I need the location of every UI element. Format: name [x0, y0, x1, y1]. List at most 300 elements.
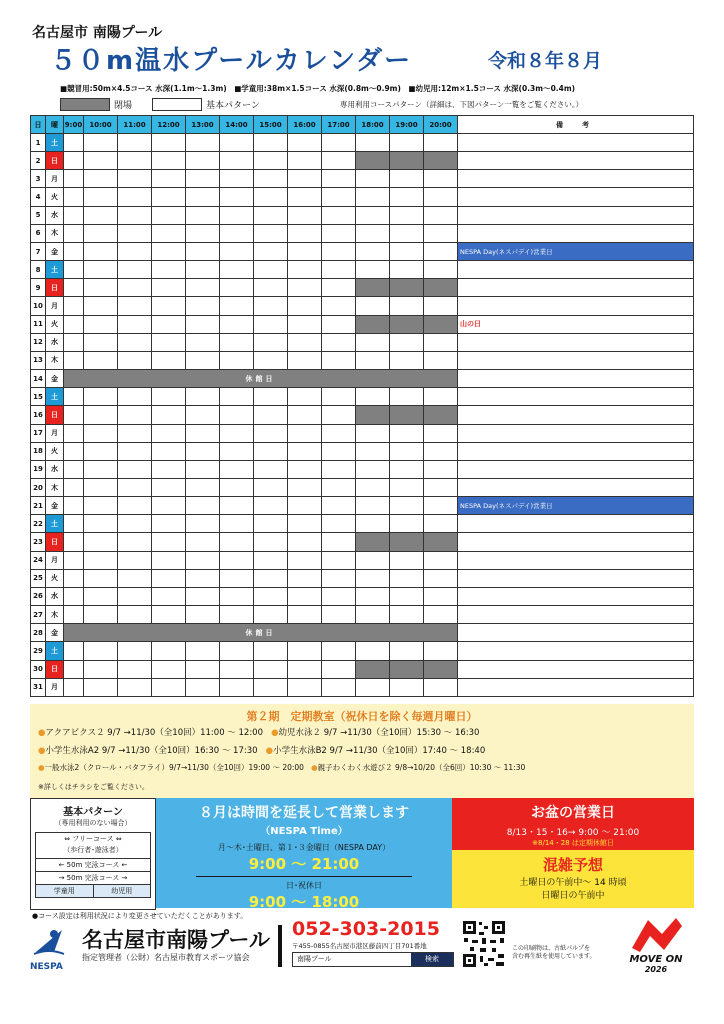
time-slot — [152, 206, 186, 224]
time-slot — [64, 242, 84, 260]
time-slot — [254, 587, 288, 605]
day-of-week: 金 — [46, 370, 64, 388]
time-slot — [220, 297, 254, 315]
time-slot — [322, 134, 356, 152]
time-slot — [254, 170, 288, 188]
time-slot — [390, 297, 424, 315]
time-slot — [186, 315, 220, 333]
day-number: 4 — [31, 188, 46, 206]
time-slot — [84, 642, 118, 660]
time-slot — [84, 442, 118, 460]
remarks-cell — [458, 442, 694, 460]
free-course-sub: （歩行者･遊泳者） — [63, 846, 123, 854]
time-slot — [390, 442, 424, 460]
class-item: 幼児水泳２ 9/7 →11/30（全10回）15:30 ～ 16:30 — [278, 728, 480, 738]
col-time-7: 16:00 — [288, 116, 322, 134]
calendar-row — [31, 569, 694, 587]
time-slot — [322, 678, 356, 696]
time-slot — [220, 515, 254, 533]
classes-panel — [30, 704, 694, 800]
time-slot — [84, 533, 118, 551]
time-slot — [64, 134, 84, 152]
time-slot — [152, 424, 186, 442]
time-slot — [254, 406, 288, 424]
time-slot — [118, 606, 152, 624]
time-slot — [424, 460, 458, 478]
day-number: 12 — [31, 333, 46, 351]
day-number: 25 — [31, 569, 46, 587]
time-slot — [152, 606, 186, 624]
time-slot — [220, 660, 254, 678]
time-slot — [152, 551, 186, 569]
time-slot — [322, 388, 356, 406]
time-slot — [84, 297, 118, 315]
time-slot — [288, 569, 322, 587]
calendar-row — [31, 642, 694, 660]
day-number: 17 — [31, 424, 46, 442]
time-slot — [186, 152, 220, 170]
search-box[interactable] — [292, 952, 454, 967]
time-slot — [84, 206, 118, 224]
time-slot — [390, 188, 424, 206]
calendar-row — [31, 170, 694, 188]
phone-number[interactable]: 052-303-2015 — [292, 918, 440, 940]
day-number: 2 — [31, 152, 46, 170]
time-slot — [424, 134, 458, 152]
time-slot — [220, 388, 254, 406]
calendar-row — [31, 478, 694, 496]
time-slot — [220, 551, 254, 569]
time-slot — [288, 406, 322, 424]
time-slot — [186, 261, 220, 279]
time-slot — [220, 478, 254, 496]
calendar-row — [31, 515, 694, 533]
day-number: 7 — [31, 242, 46, 260]
time-slot — [186, 424, 220, 442]
time-slot — [424, 515, 458, 533]
time-slot — [152, 587, 186, 605]
day-of-week: 日 — [46, 152, 64, 170]
time-slot — [288, 333, 322, 351]
time-slot — [288, 351, 322, 369]
day-of-week: 火 — [46, 569, 64, 587]
time-slot — [64, 424, 84, 442]
time-slot — [186, 406, 220, 424]
remarks-cell — [458, 660, 694, 678]
remarks-cell — [458, 206, 694, 224]
remarks-cell — [458, 351, 694, 369]
time-slot — [84, 515, 118, 533]
col-time-6: 15:00 — [254, 116, 288, 134]
remarks-cell — [458, 424, 694, 442]
time-slot — [322, 333, 356, 351]
time-slot — [186, 242, 220, 260]
crowd-panel — [452, 850, 694, 908]
day-number: 6 — [31, 224, 46, 242]
time-slot — [322, 152, 356, 170]
day-of-week: 月 — [46, 551, 64, 569]
calendar-row — [31, 551, 694, 569]
time-slot — [356, 660, 390, 678]
day-of-week: 月 — [46, 170, 64, 188]
time-slot — [220, 351, 254, 369]
time-slot — [288, 606, 322, 624]
time-slot — [220, 134, 254, 152]
time-slot — [322, 660, 356, 678]
time-slot — [390, 551, 424, 569]
time-slot — [288, 152, 322, 170]
time-slot — [152, 261, 186, 279]
time-slot — [64, 478, 84, 496]
time-slot — [322, 261, 356, 279]
time-slot — [186, 388, 220, 406]
time-slot — [118, 351, 152, 369]
time-slot — [254, 388, 288, 406]
time-slot — [390, 678, 424, 696]
class-item: 小学生水泳B2 9/7 →11/30（全10回）17:40 ～ 18:40 — [273, 746, 486, 756]
time-slot — [288, 424, 322, 442]
class-item: 一般水泳2（クロール・バタフライ）9/7→11/30（全10回）19:00 ～ 20:00 — [44, 763, 304, 772]
time-slot — [64, 388, 84, 406]
recycled-paper-note — [512, 945, 596, 961]
time-slot — [322, 587, 356, 605]
day-number: 21 — [31, 497, 46, 515]
time-slot — [186, 587, 220, 605]
search-button[interactable]: 検索 — [411, 953, 453, 966]
day-number: 23 — [31, 533, 46, 551]
day-number: 26 — [31, 587, 46, 605]
day-number: 28 — [31, 624, 46, 642]
time-slot — [220, 497, 254, 515]
time-slot — [84, 606, 118, 624]
legend-closed-swatch — [60, 98, 110, 111]
time-slot — [84, 188, 118, 206]
time-slot — [118, 206, 152, 224]
time-slot — [84, 134, 118, 152]
time-slot — [356, 297, 390, 315]
calendar-row — [31, 279, 694, 297]
time-slot — [152, 315, 186, 333]
time-slot — [84, 224, 118, 242]
time-slot — [152, 224, 186, 242]
calendar-row — [31, 624, 694, 642]
time-slot — [152, 279, 186, 297]
time-slot — [152, 533, 186, 551]
time-slot — [220, 406, 254, 424]
col-time-4: 13:00 — [186, 116, 220, 134]
time-slot — [356, 261, 390, 279]
time-slot — [254, 152, 288, 170]
time-slot — [288, 497, 322, 515]
day-number: 1 — [31, 134, 46, 152]
day-of-week: 木 — [46, 224, 64, 242]
time-slot — [118, 569, 152, 587]
time-slot — [424, 315, 458, 333]
august-weekday: 月～木･土曜日、第１･３金曜日（NESPA DAY） — [217, 843, 391, 852]
day-number: 5 — [31, 206, 46, 224]
class-item: 小学生水泳A2 9/7 →11/30（全10回）16:30 ～ 17:30 — [45, 746, 258, 756]
day-of-week: 土 — [46, 261, 64, 279]
move-on-year: 2026 — [644, 965, 668, 974]
calendar-row — [31, 406, 694, 424]
time-slot — [118, 188, 152, 206]
time-slot — [390, 497, 424, 515]
time-slot — [390, 261, 424, 279]
time-slot — [424, 551, 458, 569]
time-slot — [254, 424, 288, 442]
time-slot — [390, 388, 424, 406]
time-slot — [118, 478, 152, 496]
time-slot — [186, 279, 220, 297]
time-slot — [390, 478, 424, 496]
col-time-8: 17:00 — [322, 116, 356, 134]
time-slot — [152, 134, 186, 152]
time-slot — [254, 206, 288, 224]
remarks-cell — [458, 279, 694, 297]
day-of-week: 火 — [46, 442, 64, 460]
time-slot — [390, 533, 424, 551]
time-slot — [220, 569, 254, 587]
calendar-row — [31, 152, 694, 170]
time-slot — [64, 497, 84, 515]
time-slot — [424, 497, 458, 515]
time-slot — [322, 497, 356, 515]
day-of-week: 金 — [46, 624, 64, 642]
time-slot — [186, 606, 220, 624]
time-slot — [64, 569, 84, 587]
crowd-saturday: 土曜日の午前中～ 14 時頃 — [519, 878, 627, 888]
time-slot — [64, 261, 84, 279]
time-slot — [288, 533, 322, 551]
day-of-week: 土 — [46, 134, 64, 152]
remarks-cell — [458, 515, 694, 533]
time-slot — [118, 315, 152, 333]
time-slot — [254, 442, 288, 460]
time-slot — [390, 279, 424, 297]
time-slot — [186, 515, 220, 533]
time-slot — [288, 170, 322, 188]
time-slot — [220, 152, 254, 170]
free-course-label: ⇔ フリーコース ⇔ — [64, 835, 122, 843]
time-slot — [186, 351, 220, 369]
time-slot — [288, 388, 322, 406]
day-number: 29 — [31, 642, 46, 660]
time-slot — [64, 315, 84, 333]
time-slot — [118, 642, 152, 660]
time-slot — [322, 642, 356, 660]
calendar-body — [31, 134, 694, 697]
time-slot — [254, 224, 288, 242]
time-slot — [390, 660, 424, 678]
time-slot — [220, 587, 254, 605]
time-slot — [356, 678, 390, 696]
time-slot — [220, 224, 254, 242]
time-slot — [356, 497, 390, 515]
time-slot — [322, 188, 356, 206]
legend-note: 専用利用コースパターン（詳細は、下図パターン一覧をご覧ください。） — [340, 100, 584, 109]
time-slot — [152, 660, 186, 678]
remarks-cell — [458, 569, 694, 587]
august-sub: （NESPA Time） — [260, 826, 348, 837]
time-slot — [186, 442, 220, 460]
calendar-row — [31, 678, 694, 696]
time-slot — [322, 533, 356, 551]
col-time-0: 9:00 — [64, 116, 84, 134]
time-slot — [152, 388, 186, 406]
time-slot — [64, 188, 84, 206]
time-slot — [152, 642, 186, 660]
move-on-text: MOVE ON — [629, 954, 683, 965]
time-slot — [186, 569, 220, 587]
time-slot — [322, 515, 356, 533]
time-slot — [186, 642, 220, 660]
crowd-sunday: 日曜日の午前中 — [541, 891, 605, 901]
time-slot — [152, 188, 186, 206]
time-slot — [84, 261, 118, 279]
qr-code-icon[interactable] — [462, 920, 506, 968]
lane-info: ■競冒用:50m×4.5コース 水深(1.1m～1.3m) ■学童用:38m×1.5コース 水深(0.8m～0.9m) ■幼児用:12m×1.5コース 水深(0.3m～0.4m) — [60, 84, 576, 93]
time-slot — [118, 134, 152, 152]
time-slot — [356, 442, 390, 460]
remarks-cell — [458, 370, 694, 388]
bullet-icon: ● — [38, 763, 45, 772]
remarks-cell — [458, 388, 694, 406]
time-slot — [390, 170, 424, 188]
time-slot — [254, 642, 288, 660]
time-slot — [356, 188, 390, 206]
basic-pattern-sub: （専用利用のない場合） — [54, 819, 132, 827]
day-number: 31 — [31, 678, 46, 696]
time-slot — [424, 351, 458, 369]
time-slot — [254, 134, 288, 152]
time-slot — [254, 497, 288, 515]
day-of-week: 土 — [46, 642, 64, 660]
move-on-logo-icon — [618, 914, 694, 974]
day-number: 19 — [31, 460, 46, 478]
remarks-cell — [458, 551, 694, 569]
time-slot — [84, 678, 118, 696]
time-slot — [118, 515, 152, 533]
time-slot — [220, 678, 254, 696]
remarks-cell — [458, 587, 694, 605]
class-item: 親子わくわく水遊び２ 9/8→10/20（全6回）10:30 ～ 11:30 — [317, 763, 526, 772]
time-slot — [424, 261, 458, 279]
time-slot — [84, 587, 118, 605]
calendar-row — [31, 424, 694, 442]
bullet-icon: ● — [265, 746, 274, 756]
footnote: ●コース設定は利用状況により変更させていただくことがあります。 — [32, 912, 248, 920]
time-slot — [322, 478, 356, 496]
paper-line-2: 含む再生紙を使用しています。 — [512, 953, 596, 960]
time-slot — [322, 551, 356, 569]
remarks-cell — [458, 188, 694, 206]
time-slot — [254, 297, 288, 315]
time-slot — [118, 333, 152, 351]
time-slot — [424, 478, 458, 496]
time-slot — [84, 460, 118, 478]
time-slot — [390, 134, 424, 152]
august-holiday: 日･祝休日 — [286, 881, 322, 890]
time-slot — [152, 478, 186, 496]
time-slot — [254, 351, 288, 369]
time-slot — [356, 388, 390, 406]
day-number: 3 — [31, 170, 46, 188]
time-slot — [152, 442, 186, 460]
time-slot — [424, 206, 458, 224]
time-slot — [152, 170, 186, 188]
time-slot — [254, 551, 288, 569]
lane-diagram — [35, 832, 151, 885]
remarks-cell: NESPA Day(ネスパデイ)営業日 — [458, 242, 694, 260]
time-slot — [118, 297, 152, 315]
time-slot — [254, 188, 288, 206]
day-of-week: 日 — [46, 660, 64, 678]
time-slot — [356, 152, 390, 170]
crowd-title: 混雑予想 — [542, 856, 603, 874]
calendar-header-row — [31, 116, 694, 134]
time-slot — [186, 678, 220, 696]
nespa-logo-icon — [32, 924, 66, 958]
time-slot — [356, 551, 390, 569]
facility-admin: 指定管理者（公財）名古屋市教育スポーツ協会 — [82, 953, 250, 962]
time-slot — [288, 206, 322, 224]
time-slot — [322, 442, 356, 460]
time-slot — [322, 315, 356, 333]
time-slot — [64, 606, 84, 624]
calendar-row — [31, 297, 694, 315]
day-of-week: 日 — [46, 279, 64, 297]
day-number: 20 — [31, 478, 46, 496]
closed-day-cell: 休館日 — [64, 624, 458, 642]
calendar-row — [31, 388, 694, 406]
time-slot — [84, 551, 118, 569]
time-slot — [390, 515, 424, 533]
bullet-icon: ● — [38, 746, 46, 756]
time-slot — [118, 388, 152, 406]
legend-closed-label: 閉場 — [114, 100, 133, 111]
time-slot — [288, 678, 322, 696]
day-of-week: 土 — [46, 515, 64, 533]
day-of-week: 水 — [46, 460, 64, 478]
time-slot — [84, 424, 118, 442]
search-input[interactable]: 南陽プール — [297, 955, 332, 963]
day-number: 24 — [31, 551, 46, 569]
august-weekday-hours: 9:00 ～ 21:00 — [248, 855, 360, 873]
remarks-cell — [458, 333, 694, 351]
time-slot — [424, 424, 458, 442]
time-slot — [152, 152, 186, 170]
time-slot — [424, 569, 458, 587]
time-slot — [356, 279, 390, 297]
time-slot — [64, 224, 84, 242]
time-slot — [186, 497, 220, 515]
calendar-row — [31, 315, 694, 333]
time-slot — [64, 152, 84, 170]
free-course-lane — [36, 833, 150, 859]
time-slot — [64, 460, 84, 478]
time-slot — [390, 642, 424, 660]
august-holiday-hours: 9:00 ～ 18:00 — [248, 893, 360, 911]
time-slot — [118, 152, 152, 170]
time-slot — [118, 460, 152, 478]
time-slot — [84, 333, 118, 351]
calendar-row — [31, 333, 694, 351]
day-of-week: 水 — [46, 587, 64, 605]
time-slot — [64, 297, 84, 315]
time-slot — [84, 497, 118, 515]
obon-panel — [452, 798, 694, 850]
day-of-week: 火 — [46, 315, 64, 333]
